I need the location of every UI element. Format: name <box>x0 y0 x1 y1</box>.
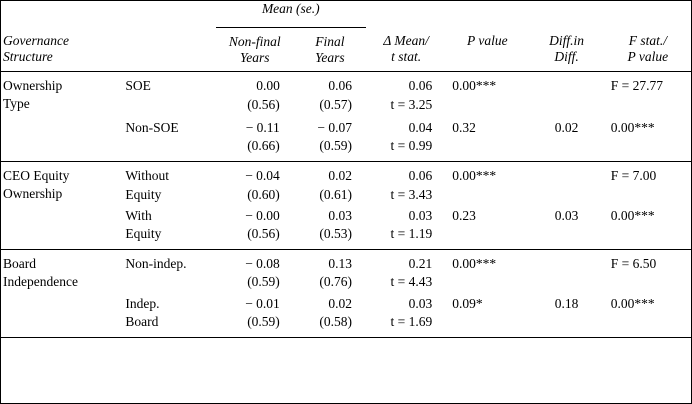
mean-header-row <box>1 1 691 27</box>
cell-nonfinal-mean: − 0.01 <box>245 295 280 311</box>
cell-nonfinal-se: (0.60) <box>247 186 280 202</box>
cell-delta-t: t = 3.25 <box>390 96 433 112</box>
column-header-pvalue-line1: P value <box>467 33 508 48</box>
column-header-pvalue <box>446 27 528 72</box>
group-label-line2: Independence <box>3 273 78 289</box>
bottom-rule-cell <box>366 338 446 345</box>
cell-fstat-blank <box>605 96 691 114</box>
column-header-governance <box>1 27 119 72</box>
cell-diffindiff: 0.18 <box>554 295 579 311</box>
cell-pvalue-blank <box>446 313 528 338</box>
cell-final-se: (0.58) <box>319 313 353 329</box>
cell-nonfinal-mean: − 0.00 <box>245 207 280 223</box>
subgroup-label: Non-SOE <box>125 119 179 135</box>
bottom-rule-cell <box>294 338 366 345</box>
cell-fstat-blank <box>605 186 691 204</box>
cell-fstat: 0.00*** <box>610 295 655 311</box>
cell-diffindiff-blank <box>528 137 604 162</box>
cell-pvalue: 0.00*** <box>446 72 528 96</box>
group-label-line1: Ownership <box>3 78 63 94</box>
cell-fstat: F = 7.00 <box>605 162 691 186</box>
group-label-line1: Board <box>3 256 36 272</box>
column-header-fstat-line2: P value <box>627 49 669 65</box>
cell-delta-t: t = 3.43 <box>390 186 433 202</box>
cell-nonfinal-se: (0.56) <box>247 96 280 112</box>
spacer-cell <box>119 1 215 27</box>
cell-delta-mean: 0.03 <box>408 295 433 311</box>
cell-final-se: (0.61) <box>319 186 353 202</box>
cell-pvalue: 0.09* <box>452 295 483 311</box>
bottom-rule-cell <box>605 338 691 345</box>
cell-delta-mean: 0.21 <box>366 250 446 274</box>
group-label-spacer <box>1 114 119 162</box>
cell-fstat-blank <box>605 137 691 162</box>
cell-delta-t: t = 1.19 <box>390 225 433 241</box>
cell-diffindiff <box>528 162 604 186</box>
group-label-board-independence <box>1 250 119 292</box>
cell-delta-mean: 0.03 <box>408 207 433 223</box>
column-header-delta <box>366 27 446 72</box>
subgroup-label-line2: Equity <box>125 186 162 202</box>
cell-nonfinal-se: (0.56) <box>247 225 280 241</box>
cell-final-mean: 0.06 <box>294 72 366 96</box>
spacer-cell <box>528 1 604 27</box>
cell-fstat-blank <box>605 273 691 291</box>
cell-delta-mean: 0.06 <box>366 72 446 96</box>
cell-nonfinal-se: (0.66) <box>247 138 280 154</box>
cell-delta-t: t = 4.43 <box>390 274 433 290</box>
cell-diffindiff <box>528 72 604 96</box>
column-header-row <box>1 27 691 72</box>
cell-delta-t: t = 0.99 <box>390 138 433 154</box>
bottom-rule-cell <box>528 338 604 345</box>
table-row <box>1 72 691 96</box>
subgroup-label: Without <box>119 162 215 186</box>
cell-diffindiff-blank <box>528 225 604 250</box>
cell-final-mean: 0.02 <box>328 295 353 311</box>
cell-delta-mean: 0.06 <box>366 162 446 186</box>
bottom-rule-cell <box>446 338 528 345</box>
column-header-delta-line1: Δ Mean/ <box>383 33 429 48</box>
column-header-nonfinal-line2: Years <box>239 49 270 65</box>
cell-pvalue-blank <box>446 137 528 162</box>
table-row <box>1 162 691 186</box>
column-header-final <box>294 27 366 72</box>
table-row <box>1 114 691 137</box>
cell-fstat: F = 27.77 <box>605 72 691 96</box>
cell-final-se: (0.59) <box>319 138 353 154</box>
column-header-fstat <box>605 27 691 72</box>
subgroup-label: SOE <box>119 72 215 96</box>
cell-nonfinal-mean: − 0.08 <box>216 250 294 274</box>
results-table <box>1 1 691 344</box>
cell-final-se: (0.53) <box>319 225 353 241</box>
subgroup-label-line2: Equity <box>125 225 162 241</box>
cell-final-mean: 0.02 <box>294 162 366 186</box>
cell-nonfinal-mean: − 0.04 <box>216 162 294 186</box>
table-row <box>1 250 691 274</box>
group-label-line2: Ownership <box>3 185 63 201</box>
column-header-subgroup <box>119 27 215 72</box>
cell-diffindiff-blank <box>528 96 604 114</box>
cell-final-mean: 0.03 <box>328 207 353 223</box>
spacer-cell <box>446 1 528 27</box>
cell-pvalue-blank <box>446 273 528 291</box>
cell-final-mean: 0.13 <box>294 250 366 274</box>
group-label-line2: Type <box>3 95 30 111</box>
cell-pvalue: 0.23 <box>452 207 476 223</box>
cell-fstat-blank <box>605 313 691 338</box>
column-header-delta-line2: t stat. <box>391 49 422 65</box>
column-header-governance-line2: Structure <box>3 49 53 65</box>
subgroup-label: With <box>125 207 152 223</box>
cell-diffindiff-blank <box>528 313 604 338</box>
cell-nonfinal-mean: 0.00 <box>216 72 294 96</box>
subgroup-label-line2 <box>119 96 215 114</box>
spacer-cell <box>366 1 446 27</box>
column-header-nonfinal <box>216 27 294 72</box>
cell-fstat: 0.00*** <box>610 119 655 135</box>
column-header-diffindiff <box>528 27 604 72</box>
cell-diffindiff <box>528 250 604 274</box>
cell-pvalue: 0.00*** <box>446 250 528 274</box>
column-header-final-line2: Years <box>315 49 345 65</box>
cell-delta-t: t = 1.69 <box>390 313 433 329</box>
cell-delta-mean: 0.04 <box>408 119 433 135</box>
cell-nonfinal-se: (0.59) <box>247 274 280 290</box>
cell-nonfinal-mean: − 0.11 <box>245 119 280 135</box>
table-row <box>1 204 691 225</box>
cell-pvalue-blank <box>446 96 528 114</box>
subgroup-label-line2 <box>119 273 215 291</box>
cell-nonfinal-se: (0.59) <box>247 313 280 329</box>
group-label-ceo-equity-ownership <box>1 162 119 204</box>
cell-diffindiff-blank <box>528 186 604 204</box>
group-label-spacer <box>1 204 119 250</box>
column-header-governance-line1: Governance <box>3 33 69 48</box>
column-header-diffindiff-line1: Diff.in <box>549 33 585 48</box>
group-label-spacer <box>1 292 119 338</box>
cell-final-se: (0.76) <box>319 274 353 290</box>
spacer-cell <box>1 1 119 27</box>
bottom-rule-cell <box>119 338 215 345</box>
subgroup-label: Indep. <box>125 295 160 311</box>
table-row <box>1 292 691 313</box>
cell-final-mean: − 0.07 <box>317 119 353 135</box>
mean-se-header: Mean (se.) <box>216 1 366 27</box>
cell-diffindiff: 0.02 <box>554 119 579 135</box>
group-label-ownership-type <box>1 72 119 114</box>
group-label-line1: CEO Equity <box>3 168 70 184</box>
cell-pvalue-blank <box>446 186 528 204</box>
bottom-rule-cell <box>216 338 294 345</box>
cell-fstat: 0.00*** <box>610 207 655 223</box>
cell-pvalue: 0.00*** <box>446 162 528 186</box>
cell-diffindiff: 0.03 <box>554 207 579 223</box>
bottom-rule-cell <box>1 338 119 345</box>
table-bottom-rule <box>1 338 691 345</box>
cell-diffindiff-blank <box>528 273 604 291</box>
cell-fstat-blank <box>605 225 691 250</box>
column-header-fstat-line1: F stat./ <box>628 33 667 48</box>
cell-pvalue-blank <box>446 225 528 250</box>
subgroup-label-line2: Board <box>125 313 159 329</box>
cell-fstat: F = 6.50 <box>605 250 691 274</box>
subgroup-label: Non-indep. <box>119 250 215 274</box>
column-header-diffindiff-line2: Diff. <box>554 49 579 65</box>
cell-pvalue: 0.32 <box>452 119 476 135</box>
spacer-cell <box>605 1 691 27</box>
column-header-final-line1: Final <box>315 33 345 49</box>
subgroup-label-line2 <box>119 137 215 162</box>
column-header-nonfinal-line1: Non-final <box>228 33 281 49</box>
cell-final-se: (0.57) <box>319 96 353 112</box>
